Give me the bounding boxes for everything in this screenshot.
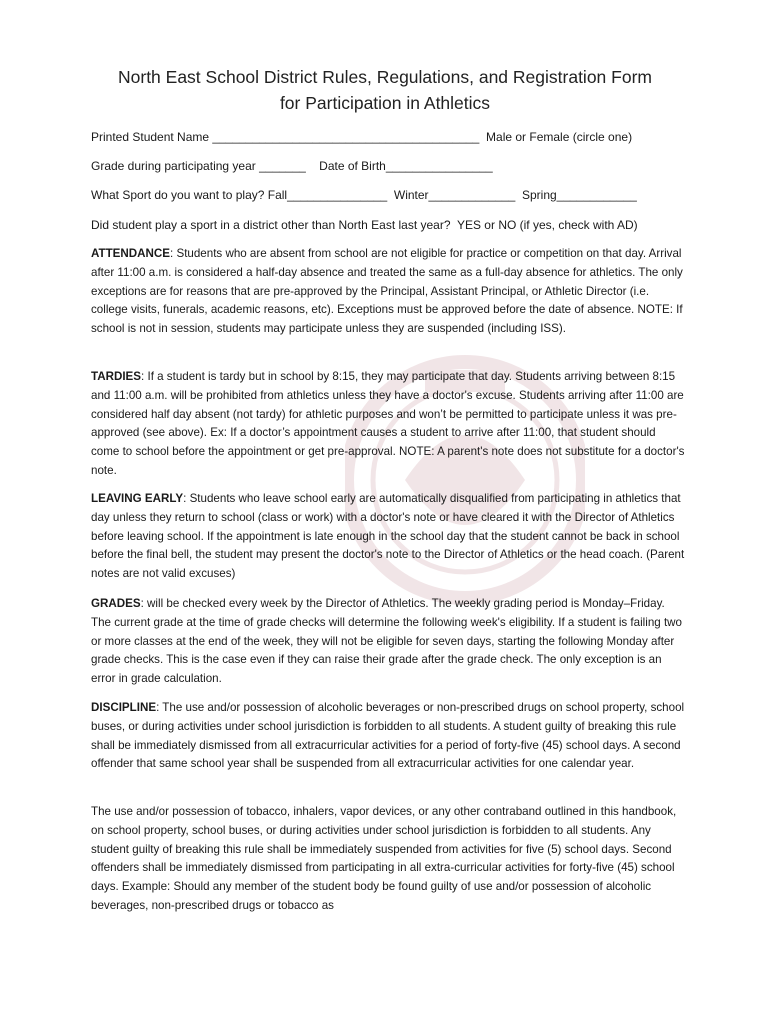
leaving-early-paragraph	[91, 490, 685, 584]
grades-heading: GRADES	[91, 597, 141, 610]
title-line-1: North East School District Rules, Regulations, and Registration Form	[118, 67, 652, 87]
tardies-paragraph	[91, 368, 685, 481]
grades-text: : will be checked every week by the Director of Athletics. The weekly grading period is Monday–Friday. The current grade at the time of grade checks will determine the following week's eligibility. If a student is failing two or more classes at the end of the week, they will not be eligible for seven days, starting the following Monday after grade checks. This is the case even if they can raise their grade after the grade check. The only exception is an error in grade calculation.	[91, 597, 682, 686]
tardies-text: : If a student is tardy but in school by 8:15, they may participate that day. Students arriving between 8:15 and 11:00 a.m. will be prohibited from athletics unless they have a doctor's excuse. Students arriving after 11:00 are considered half day absent (not tardy) for athletic purposes and won’t be permitted to participate unless it was pre-approved (see above). Ex: If a doctor’s appointment causes a student to arrive after 11:00, that student should come to school before the appointment or get pre-approval. NOTE: A parent's note does not substitute for a doctor's note.	[91, 370, 685, 477]
grades-paragraph	[91, 595, 685, 689]
tobacco-paragraph: The use and/or possession of tobacco, inhalers, vapor devices, or any other contraband outlined in this handbook, on school property, school buses, or during activities under school jurisdiction is forbidden to all students. Any student guilty of breaking this rule shall be immediately suspended from activities for five (5) school days. Second offenders shall be immediately dismissed from participating in all extra-curricular activities for forty-five (45) school days. Example: Should any member of the student body be found guilty of use and/or possession of alcoholic beverages, non-prescribed drugs or tobacco as	[91, 805, 677, 912]
prior-district-line[interactable]: Did student play a sport in a district other than North East last year? YES or NO (if yes, check with AD)	[91, 218, 638, 232]
leaving-early-heading: LEAVING EARLY	[91, 492, 184, 505]
leaving-early-text: : Students who leave school early are automatically disqualified from participating in athletics that day unless they return to school (class or work) with a doctor's note or have cleared it with the Director of Athletics before leaving school. If the appointment is late enough in the school day that the student cannot be back in school before the final bell, the student may present the doctor's note to the Director of Athletics or the head coach. (Parent notes are not valid excuses)	[91, 492, 685, 581]
discipline-heading: DISCIPLINE	[91, 701, 157, 714]
grade-dob-line[interactable]: Grade during participating year _______ Date of Birth________________	[91, 159, 493, 173]
tardies-heading: TARDIES	[91, 370, 142, 383]
attendance-paragraph	[91, 245, 685, 339]
student-name-line[interactable]: Printed Student Name ________________________________________ Male or Female (circle one)	[91, 130, 633, 144]
attendance-heading: ATTENDANCE	[91, 247, 171, 260]
title-line-2: for Participation in Athletics	[279, 93, 491, 113]
discipline-paragraph	[91, 699, 685, 774]
attendance-text: : Students who are absent from school are not eligible for practice or competition on that day. Arrival after 11:00 a.m. is considered a half-day absence and treated the same as a full-day absence for athletics. The only exceptions are for reasons that are pre-approved by the Principal, Assistant Principal, or Athletic Director (i.e. college visits, funerals, academic reasons, etc). Exceptions must be approved before the date of absence. NOTE: If school is not in session, students may participate unless they are suspended (including ISS).	[91, 247, 683, 336]
document-title	[60, 64, 710, 116]
discipline-text: : The use and/or possession of alcoholic beverages or non-prescribed drugs on school property, school buses, or during activities under school jurisdiction is forbidden to all students. A student guilty of breaking this rule shall be immediately dismissed from all extracurricular activities for a period of forty-five (45) school days. A second offender that same school year shall be suspended from all extracurricular activities for one calendar year.	[91, 701, 685, 771]
sport-line[interactable]: What Sport do you want to play? Fall_______________ Winter_____________ Spring____________	[91, 188, 637, 202]
